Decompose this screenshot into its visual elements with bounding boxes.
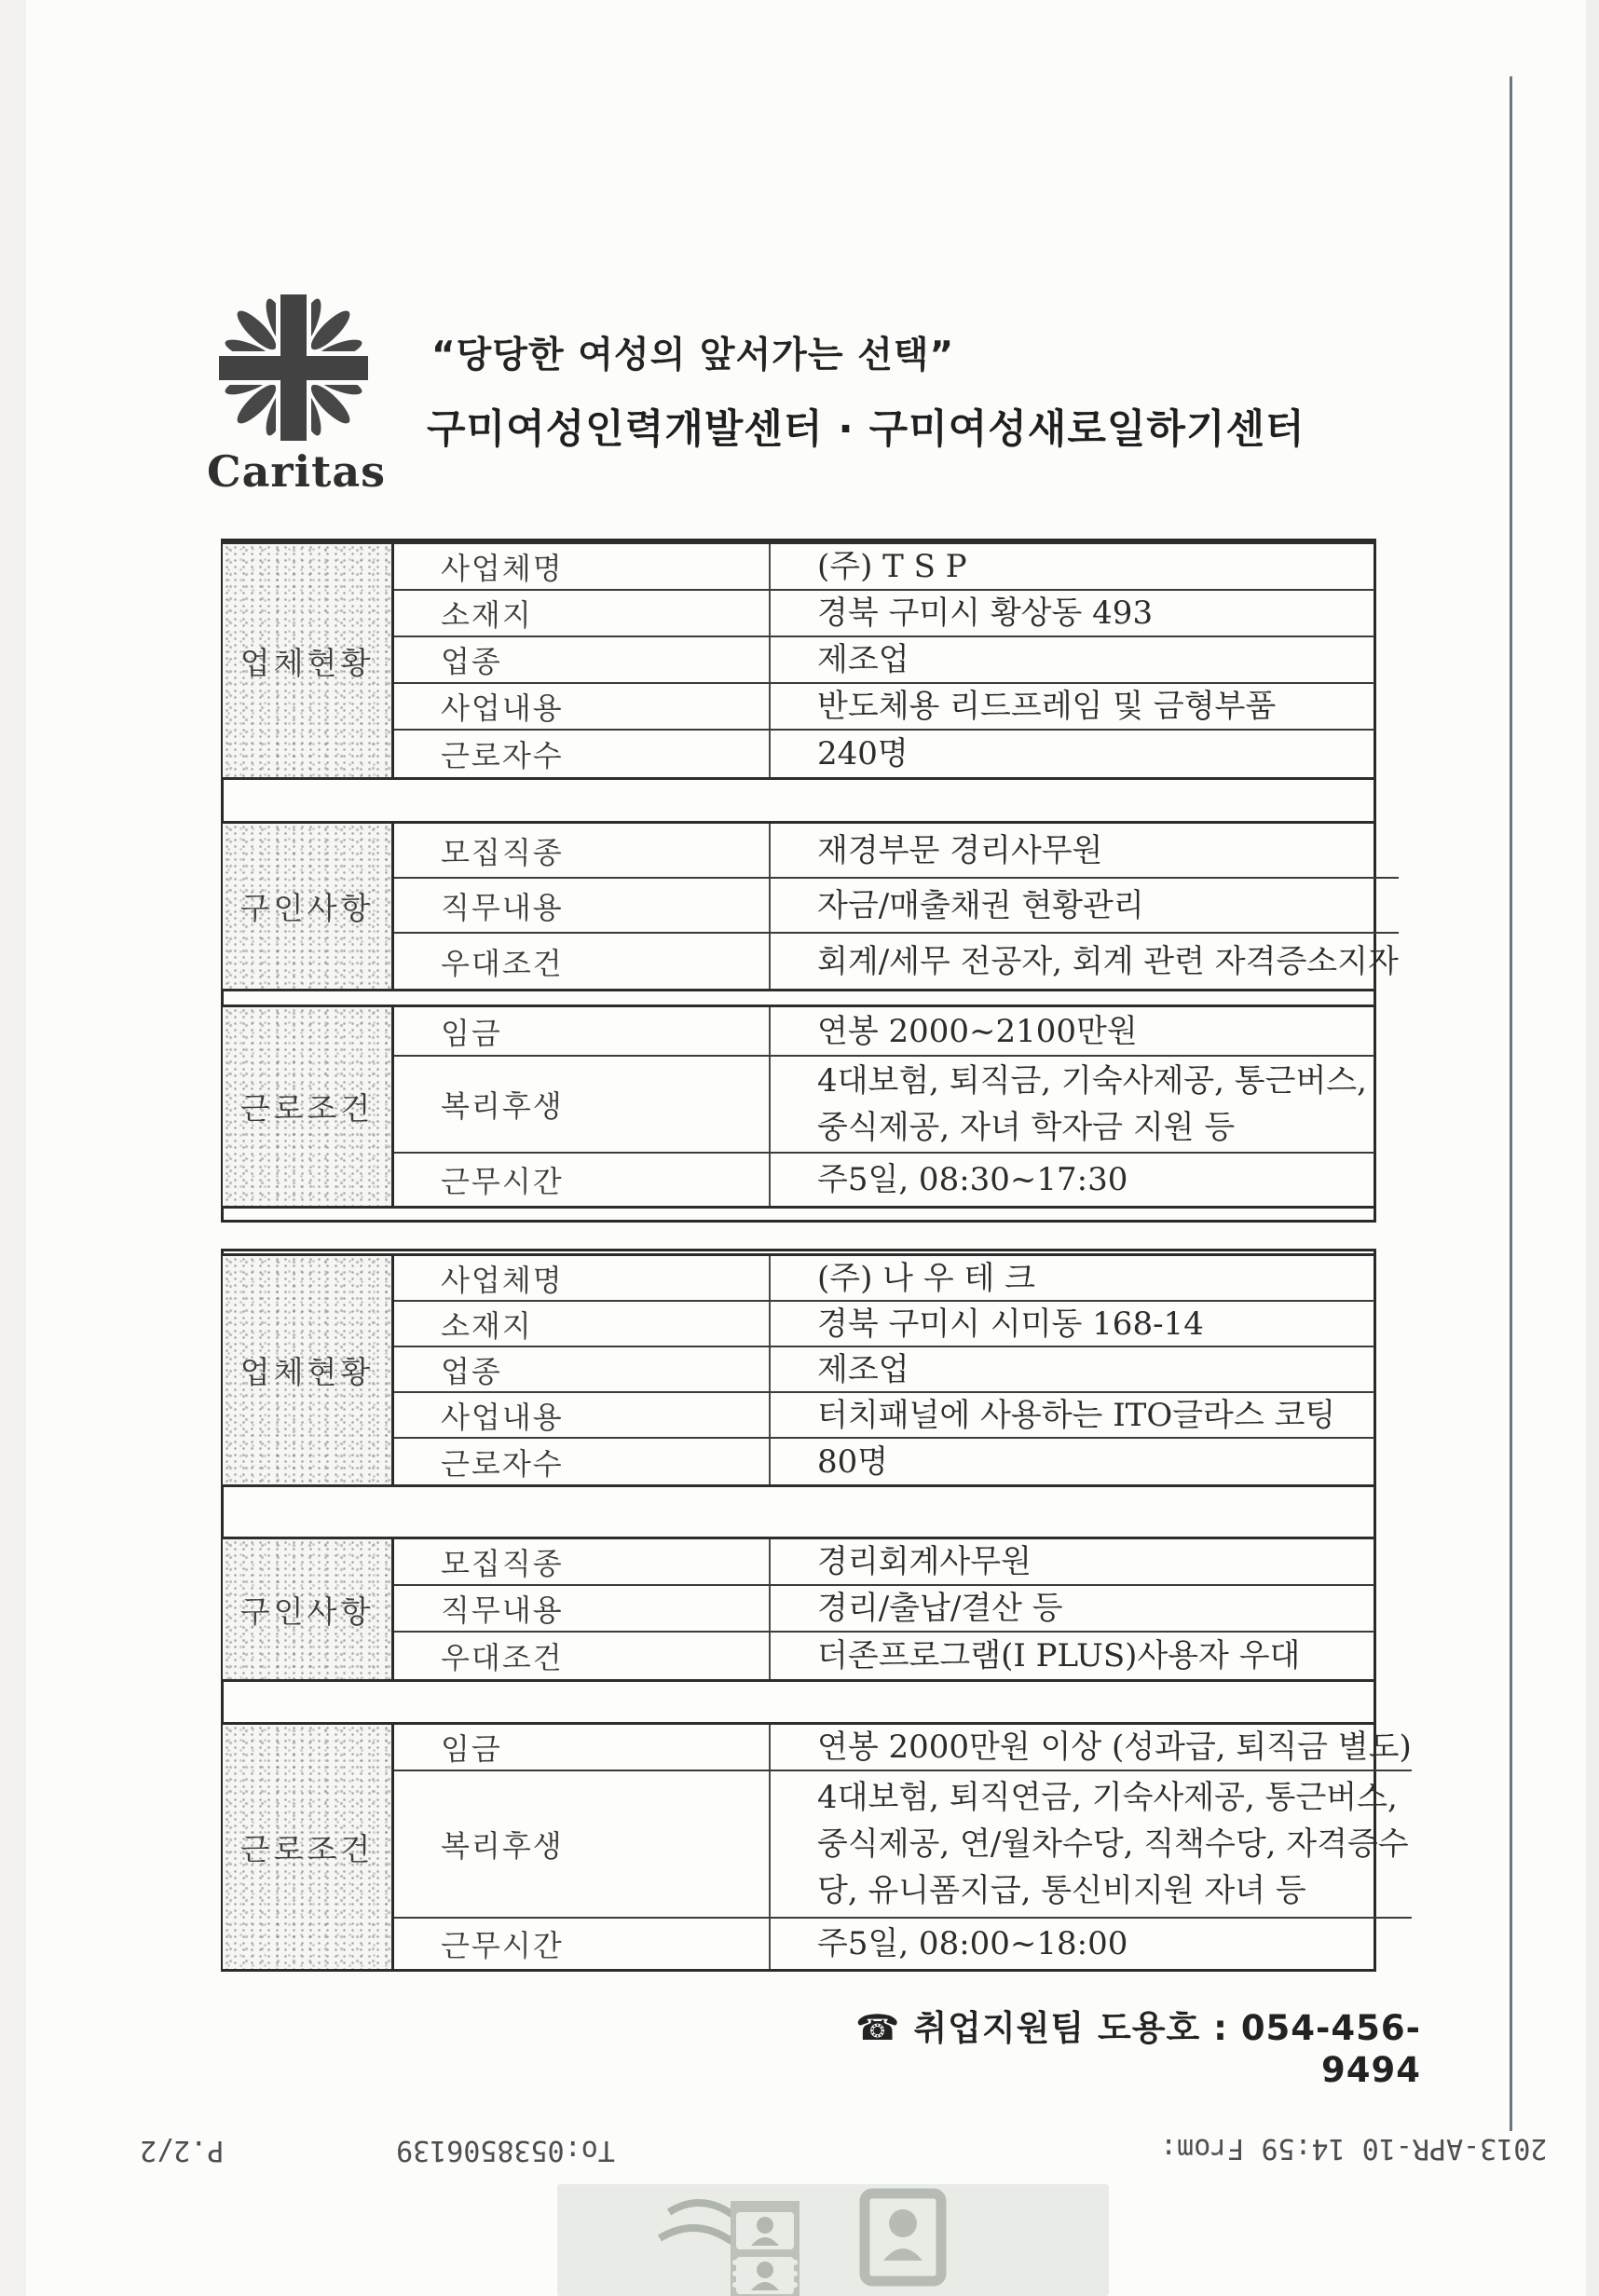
section-rows <box>394 1007 1374 1206</box>
row-label: 사업내용 <box>441 690 564 726</box>
row-label: 임금 <box>441 1731 502 1767</box>
value-line: 4대보험, 퇴직금, 기숙사제공, 통근버스, <box>817 1062 1367 1100</box>
group-label: 구인사항 <box>239 1592 375 1630</box>
table-row <box>394 1919 1412 1969</box>
value-line: 재경부문 경리사무원 <box>817 831 1103 869</box>
row-value <box>769 879 1399 932</box>
row-value <box>769 1347 1374 1391</box>
row-value <box>769 1007 1374 1055</box>
table-row <box>394 1393 1374 1439</box>
watermark-block <box>557 2184 1109 2296</box>
table-row <box>394 544 1374 591</box>
group-label: 업체현황 <box>239 1354 375 1390</box>
group-label: 구인사항 <box>239 890 375 926</box>
row-label: 업종 <box>441 644 502 679</box>
row-value <box>769 1302 1374 1346</box>
value-line: 중식제공, 연/월차수당, 직책수당, 자격증수 <box>817 1825 1409 1863</box>
row-label: 직무내용 <box>441 1592 564 1628</box>
row-value <box>769 934 1399 989</box>
value-line: 당, 유니폼지급, 통신비지원 자녀 등 <box>817 1872 1306 1909</box>
table-row <box>394 879 1399 934</box>
value-line: 경북 구미시 시미동 168-14 <box>817 1305 1204 1343</box>
table-row <box>394 1725 1412 1771</box>
group-header-cell <box>223 544 394 777</box>
row-label: 임금 <box>441 1015 502 1051</box>
table-row <box>394 731 1374 777</box>
value-line: (주) T S P <box>817 548 967 585</box>
section-rows <box>394 544 1374 777</box>
value-line: 주5일, 08:30~17:30 <box>817 1161 1128 1198</box>
row-value <box>769 1725 1412 1770</box>
value-line: (주) 나 우 테 크 <box>817 1259 1035 1297</box>
value-line: 80명 <box>817 1442 889 1481</box>
scan-right-edge <box>1586 0 1599 2296</box>
table-section <box>223 541 1374 780</box>
table-row <box>394 1633 1374 1679</box>
row-label: 소재지 <box>441 597 533 633</box>
row-label: 사업체명 <box>441 1262 564 1298</box>
film-strip-watermark-icon <box>557 2184 1109 2296</box>
row-value <box>769 1057 1374 1152</box>
value-line: 터치패널에 사용하는 ITO글라스 코팅 <box>817 1396 1336 1434</box>
table-row <box>394 1539 1374 1586</box>
value-line: 제조업 <box>817 1350 909 1388</box>
group-header-cell <box>223 1256 394 1484</box>
table-row <box>394 591 1374 637</box>
scan-left-edge <box>0 0 26 2296</box>
table-row <box>394 1347 1374 1393</box>
fax-from-timestamp: 2013-APR-10 14:59 From: <box>1160 2132 1548 2165</box>
row-label: 모집직종 <box>441 834 564 870</box>
group-header-cell <box>223 1725 394 1969</box>
group-header-cell <box>223 1539 394 1679</box>
row-value <box>769 731 1374 777</box>
row-label: 사업내용 <box>441 1399 564 1435</box>
row-label: 소재지 <box>441 1307 533 1344</box>
row-value <box>769 1919 1412 1969</box>
row-label: 복리후생 <box>441 1828 564 1864</box>
table-row <box>394 934 1399 989</box>
section-rows <box>394 1725 1412 1969</box>
fax-to-number: To:0538506139 <box>396 2134 615 2166</box>
table-row <box>394 1439 1374 1484</box>
value-line: 회계/세무 전공자, 회계 관련 자격증소지자 <box>817 942 1399 980</box>
row-value <box>769 1539 1374 1584</box>
row-value <box>769 1256 1374 1300</box>
row-label: 모집직종 <box>441 1546 564 1581</box>
table-row <box>394 1771 1412 1919</box>
value-line: 경북 구미시 황상동 493 <box>817 594 1154 632</box>
table-row <box>394 1256 1374 1302</box>
job-table-2 <box>221 1249 1412 1972</box>
section-rows <box>394 824 1399 989</box>
table-row <box>394 1057 1374 1154</box>
group-header-cell <box>223 1007 394 1206</box>
phone-icon: ☎ <box>855 2007 901 2048</box>
row-value <box>769 1439 1374 1484</box>
value-line: 4대보험, 퇴직연금, 기숙사제공, 통근버스, <box>817 1779 1398 1816</box>
row-value <box>769 1154 1374 1206</box>
row-label: 복리후생 <box>441 1088 564 1124</box>
row-label: 업종 <box>441 1353 502 1389</box>
row-value <box>769 591 1374 636</box>
table-section <box>223 1537 1374 1682</box>
value-line: 더존프로그램(I PLUS)사용자 우대 <box>817 1637 1301 1674</box>
value-line: 중식제공, 자녀 학자금 지원 등 <box>817 1109 1236 1146</box>
job-table-1 <box>221 539 1399 1223</box>
caritas-logo-icon <box>210 291 377 444</box>
row-value <box>769 544 1374 589</box>
row-value <box>769 1586 1374 1631</box>
row-label: 근무시간 <box>441 1164 564 1199</box>
table-section <box>223 821 1399 991</box>
table-section <box>223 1253 1374 1487</box>
row-label: 사업체명 <box>441 551 564 586</box>
organization-name: 구미여성인력개발센터 · 구미여성새로일하기센터 <box>427 406 1305 453</box>
row-value <box>769 1393 1374 1437</box>
row-label: 근무시간 <box>441 1928 564 1963</box>
row-value <box>769 684 1374 729</box>
value-line: 경리/출납/결산 등 <box>817 1590 1063 1627</box>
row-value <box>769 824 1399 877</box>
table-row <box>394 1154 1374 1206</box>
table-row <box>394 1586 1374 1633</box>
caritas-logo-text: Caritas <box>207 446 387 497</box>
value-line: 자금/매출채권 현황관리 <box>817 886 1144 924</box>
table-row <box>394 824 1399 879</box>
value-line: 반도체용 리드프레임 및 금형부품 <box>817 688 1277 725</box>
section-rows <box>394 1256 1374 1484</box>
group-label: 근로조건 <box>239 1090 375 1127</box>
slogan-text: “당당한 여성의 앞서가는 선택” <box>431 335 955 376</box>
row-label: 우대조건 <box>441 945 564 981</box>
group-header-cell <box>223 824 394 989</box>
table-section <box>223 1004 1374 1209</box>
value-line: 240명 <box>817 735 909 772</box>
contact-line <box>839 2000 1421 2090</box>
table-row <box>394 1007 1374 1057</box>
row-label: 우대조건 <box>441 1640 564 1675</box>
contact-text: 취업지원팀 도용호 : 054-456-9494 <box>913 2008 1421 2090</box>
value-line: 연봉 2000~2100만원 <box>817 1012 1138 1050</box>
row-value <box>769 1633 1374 1679</box>
value-line: 경리회계사무원 <box>817 1543 1032 1580</box>
value-line: 연봉 2000만원 이상 (성과급, 퇴직금 별도) <box>817 1729 1412 1766</box>
table-row <box>394 1302 1374 1347</box>
row-value <box>769 637 1374 682</box>
group-label: 근로조건 <box>239 1830 375 1867</box>
row-label: 근로자수 <box>441 738 564 773</box>
row-label: 직무내용 <box>441 889 564 925</box>
table-row <box>394 684 1374 731</box>
scan-artifact-line <box>1510 76 1512 2131</box>
section-rows <box>394 1539 1374 1679</box>
value-line: 제조업 <box>817 641 909 678</box>
row-label: 근로자수 <box>441 1445 564 1482</box>
table-section <box>223 1722 1412 1972</box>
group-label: 업체현황 <box>239 644 375 681</box>
fax-page-number: P.2/2 <box>140 2134 225 2166</box>
value-line: 주5일, 08:00~18:00 <box>817 1925 1128 1962</box>
caritas-logo-block <box>207 291 387 497</box>
row-value <box>769 1771 1412 1917</box>
table-row <box>394 637 1374 684</box>
